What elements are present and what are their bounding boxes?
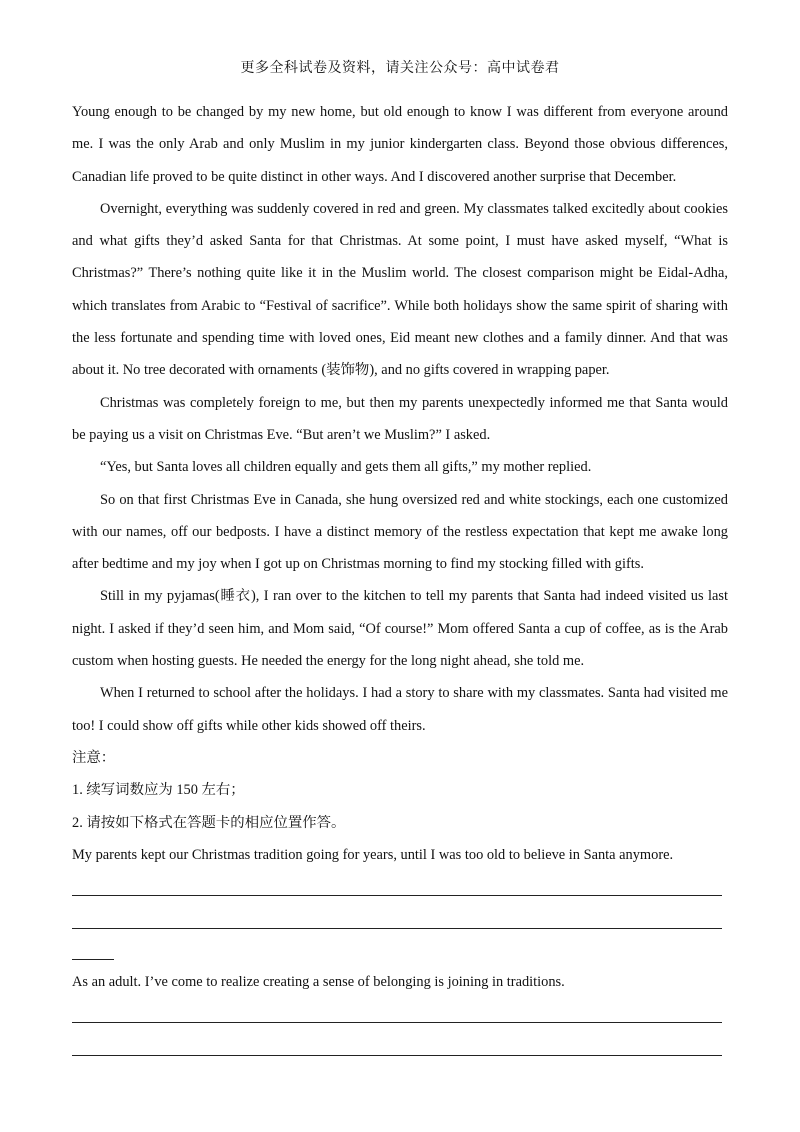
passage-paragraph-3: Christmas was completely foreign to me, but then my parents unexpectedly informed me that Santa would be paying us a visit on Christmas Eve. “But aren’t we Muslim?” I asked. [72,394,728,443]
answer-line-short[interactable] [72,936,728,966]
notes-item-1: 1. 续写词数应为 150 左右； [72,782,245,799]
answer-line[interactable] [72,998,728,1030]
notes-title: 注意： [72,749,116,766]
answer-line[interactable] [72,903,728,935]
answer-line[interactable] [72,871,728,903]
passage-paragraph-1: Young enough to be changed by my new home, but old enough to know I was different from everyone around me. I was the only Arab and only Muslim in my junior kindergarten class. Beyond those obvious differences, Canadian life proved to be quite distinct in other ways. And I discovered another surprise that December. [72,104,728,185]
answer-line[interactable] [72,1030,728,1062]
passage-paragraph-6: Still in my pyjamas(睡衣), I ran over to the kitchen to tell my parents that Santa had indeed visited us last night. I asked if they’d seen him, and Mom said, “Of course!” Mom offered Santa a cup of coffee, as is the Arab custom when hosting guests. He needed the energy for the long night ahead, she told me. [72,588,728,670]
continuation-prompt-2: As an adult. I’ve come to realize creating a sense of belonging is joining in traditions. [72,973,565,990]
continuation-prompt-1: My parents kept our Christmas tradition going for years, until I was too old to believe in Santa anymore. [72,846,674,863]
passage-paragraph-4: “Yes, but Santa loves all children equally and gets them all gifts,” my mother replied. [100,459,592,476]
passage-paragraph-5: So on that first Christmas Eve in Canada, she hung oversized red and white stockings, each one customized with our names, off our bedposts. I have a distinct memory of the restless expectation that kept me awake long after bedtime and my joy when I got up on Christmas morning to find my stocking filled with gifts. [72,491,728,573]
passage-paragraph-7: When I returned to school after the holidays. I had a story to share with my classmates. Santa had visited me too! I could show off gifts while other kids showed off theirs. [72,685,728,734]
passage-paragraph-2: Overnight, everything was suddenly covered in red and green. My classmates talked excitedly about cookies and what gifts they’d asked Santa for that Christmas. At some point, I must have asked myself, “What is Christmas?” There’s nothing quite like it in the Muslim world. The closest comparison might be Eidal-Adha, which translates from Arabic to “Festival of sacrifice”. While both holidays show the same spirit of sharing with the less fortunate and spending time with loved ones, Eid meant new clothes and a family dinner. And that was about it. No tree decorated with ornaments (装饰物), and no gifts covered in wrapping paper. [72,200,728,379]
document-body [72,96,728,1063]
page-header: 更多全科试卷及资料，请关注公众号：高中试卷君 [240,61,560,76]
notes-item-2: 2. 请按如下格式在答题卡的相应位置作答。 [72,814,346,831]
